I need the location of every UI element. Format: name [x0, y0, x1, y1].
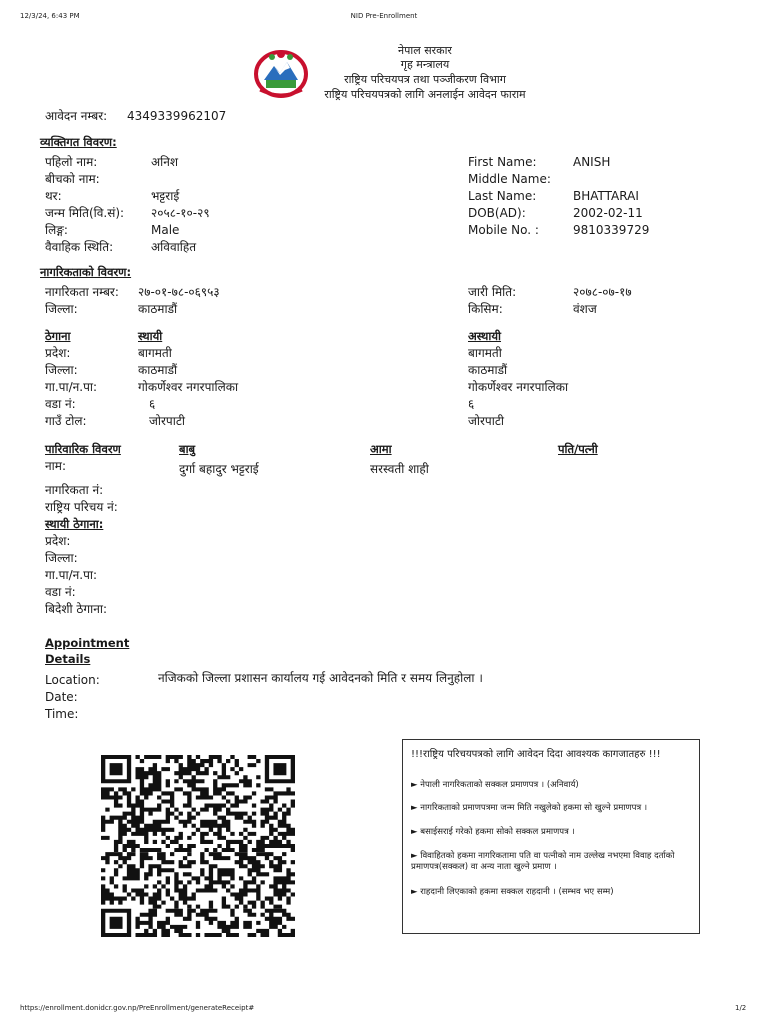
appointment-location-value: नजिकको जिल्ला प्रशासन कार्यालय गई आवेदनको मिति र समय लिनुहोला । [158, 671, 483, 685]
print-footer-url: https://enrollment.donidcr.gov.np/PreEnrollment/generateReceipt# [20, 1004, 255, 1012]
appointment-heading-2: Details [45, 652, 91, 666]
issue-date-label: जारी मिति: [468, 285, 517, 299]
citizenship-heading: नागरिकताको विवरण: [40, 265, 132, 279]
address-province-label: प्रदेश: [45, 346, 71, 360]
citizenship-type-value: वंशज [573, 302, 597, 316]
last-name-en-value: BHATTARAI [573, 189, 639, 203]
address-district-label: जिल्ला: [45, 363, 78, 377]
gender-value: Male [151, 223, 180, 237]
permanent-district: काठमाडौं [138, 363, 178, 377]
appointment-time-label: Time: [45, 707, 79, 721]
temporary-province: बागमती [468, 346, 502, 360]
requirement-item: ► विवाहितको हकमा नागरिकतामा पति वा पत्नीको नाम उल्लेख नभएमा विवाह दर्ताको प्रमाणपत्र(सक्कल) वा अन्य नाता खुल्ने प्रमाण । [411, 851, 675, 872]
middle-name-np-label: बीचको नाम: [45, 172, 100, 186]
surname-np-value: भट्टराई [151, 189, 180, 203]
first-name-np-value: अनिश [151, 155, 179, 169]
temporary-address-heading: अस्थायी [468, 329, 502, 343]
surname-np-label: थर: [45, 189, 62, 203]
application-number-label: आवेदन नम्बर: [45, 109, 108, 123]
dob-ad-label: DOB(AD): [468, 206, 526, 220]
mother-name: सरस्वती शाही [370, 462, 429, 476]
mobile-label: Mobile No. : [468, 223, 539, 237]
header-line-2: गृह मन्त्रालय [400, 58, 450, 71]
dob-ad-value: 2002-02-11 [573, 206, 643, 220]
personal-details-heading: व्यक्तिगत विवरण: [40, 135, 117, 149]
citizenship-number-label: नागरिकता नम्बर: [45, 285, 119, 299]
middle-name-en-label: Middle Name: [468, 172, 551, 186]
appointment-date-label: Date: [45, 690, 78, 704]
permanent-municipality: गोकर्णेश्वर नगरपालिका [138, 380, 239, 394]
family-heading: पारिवारिक विवरण [45, 442, 121, 456]
dob-bs-value: २०५८-१०-२९ [151, 206, 210, 220]
mother-heading: आमा [370, 442, 392, 456]
family-ward-label: वडा नं: [45, 585, 76, 599]
address-municipality-label: गा.पा/न.पा: [45, 380, 98, 394]
print-page-count: 1/2 [735, 1004, 747, 1012]
address-ward-label: वडा नं: [45, 397, 76, 411]
family-perm-address-heading: स्थायी ठेगाना: [45, 517, 104, 531]
header-line-3: राष्ट्रिय परिचयपत्र तथा पञ्जीकरण विभाग [344, 73, 506, 86]
first-name-np-label: पहिलो नाम: [45, 155, 98, 169]
family-province-label: प्रदेश: [45, 534, 71, 548]
family-district-label: जिल्ला: [45, 551, 78, 565]
temporary-tole: जोरपाटी [468, 414, 505, 428]
application-number-value: 4349339962107 [127, 109, 227, 123]
appointment-heading-1: Appointment [45, 636, 130, 650]
family-foreign-address-label: बिदेशी ठेगाना: [45, 602, 108, 616]
permanent-ward: ६ [149, 397, 156, 411]
print-datetime: 12/3/24, 6:43 PM [20, 12, 80, 20]
family-municipality-label: गा.पा/न.पा: [45, 568, 98, 582]
temporary-ward: ६ [468, 397, 475, 411]
marital-status-value: अविवाहित [151, 240, 197, 254]
spouse-heading: पति/पत्नी [558, 442, 598, 456]
requirement-item: ► नेपाली नागरिकताको सक्कल प्रमाणपत्र । (अनिवार्य) [411, 780, 579, 790]
requirement-item: ► नागरिकताको प्रमाणपत्रमा जन्म मिति नखुलेको हकमा सो खुल्ने प्रमाणपत्र । [411, 803, 648, 813]
citizenship-district-label: जिल्ला: [45, 302, 78, 316]
mobile-value: 9810339729 [573, 223, 650, 237]
citizenship-district-value: काठमाडौं [138, 302, 178, 316]
requirement-item: ► बसाईसराई गरेको हकमा सोको सक्कल प्रमाणपत्र । [411, 827, 575, 837]
requirements-title: !!!राष्ट्रिय परिचयपत्रको लागि आवेदन दिदा आवश्यक कागजातहरु !!! [411, 749, 661, 760]
permanent-address-heading: स्थायी [138, 329, 163, 343]
last-name-en-label: Last Name: [468, 189, 537, 203]
permanent-tole: जोरपाटी [149, 414, 186, 428]
dob-bs-label: जन्म मिति(वि.सं): [45, 206, 125, 220]
father-name: दुर्गा बहादुर भट्टराई [179, 462, 259, 476]
address-tole-label: गाउँ टोल: [45, 414, 87, 428]
issue-date-value: २०७८-०७-१७ [573, 285, 632, 299]
header-line-1: नेपाल सरकार [398, 44, 452, 57]
requirement-item: ► राहदानी लिएकाको हकमा सक्कल राहदानी । (सम्भव भए सम्म) [411, 887, 614, 897]
gender-label: लिङ्ग: [45, 223, 68, 237]
first-name-en-label: First Name: [468, 155, 537, 169]
family-nid-label: राष्ट्रिय परिचय नं: [45, 500, 118, 514]
citizenship-number-value: २७-०१-७८-०६९५३ [138, 285, 220, 299]
address-heading: ठेगाना [45, 329, 71, 343]
temporary-district: काठमाडौं [468, 363, 508, 377]
citizenship-type-label: किसिम: [468, 302, 503, 316]
family-name-label: नाम: [45, 459, 66, 473]
header-line-4: राष्ट्रिय परिचयपत्रको लागि अनलाईन आवेदन फाराम [324, 88, 526, 101]
print-page-title: NID Pre-Enrollment [350, 12, 418, 20]
appointment-location-label: Location: [45, 673, 100, 687]
first-name-en-value: ANISH [573, 155, 611, 169]
temporary-municipality: गोकर्णेश्वर नगरपालिका [468, 380, 569, 394]
family-citizenship-label: नागरिकता नं: [45, 483, 104, 497]
requirements-box [402, 739, 700, 934]
father-heading: बाबु [179, 442, 196, 456]
permanent-province: बागमती [138, 346, 172, 360]
qr-code-icon [101, 755, 295, 937]
marital-status-label: वैवाहिक स्थिति: [45, 240, 114, 254]
